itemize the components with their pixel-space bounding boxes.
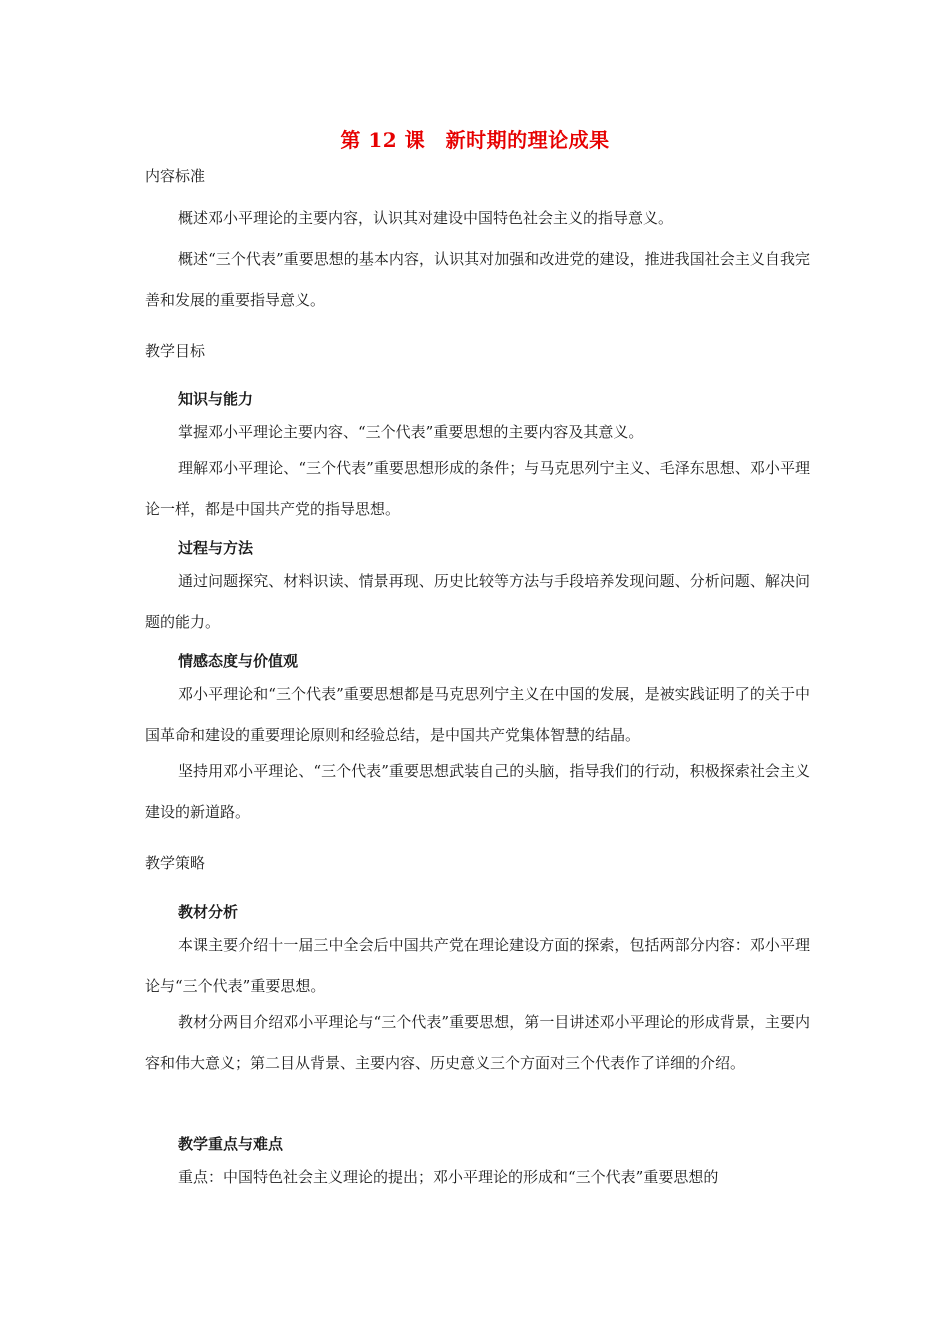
subheading-emotion-values: 情感态度与价值观 bbox=[178, 652, 299, 670]
subheading-key-difficult-points: 教学重点与难点 bbox=[178, 1135, 284, 1153]
knowledge-paragraph-1: 掌握邓小平理论主要内容、“三个代表”重要思想的主要内容及其意义。 bbox=[178, 423, 644, 441]
emotion-paragraph-1: 邓小平理论和“三个代表”重要思想都是马克思列宁主义在中国的发展，是被实践证明了的关于中国革命和建设的重要理论原则和经验总结，是中国共产党集体智慧的结晶。 bbox=[145, 685, 810, 744]
process-paragraph-1: 通过问题探究、材料识读、情景再现、历史比较等方法与手段培养发现问题、分析问题、解决问题的能力。 bbox=[145, 572, 810, 631]
section-heading-teaching-goals: 教学目标 bbox=[145, 342, 206, 360]
knowledge-paragraph-2: 理解邓小平理论、“三个代表”重要思想形成的条件；与马克思列宁主义、毛泽东思想、邓小平理论一样，都是中国共产党的指导思想。 bbox=[145, 459, 810, 518]
emotion-paragraph-2: 坚持用邓小平理论、“三个代表”重要思想武装自己的头脑，指导我们的行动，积极探索社会主义建设的新道路。 bbox=[145, 762, 810, 821]
key-points-paragraph-1: 重点：中国特色社会主义理论的提出；邓小平理论的形成和“三个代表”重要思想的 bbox=[178, 1168, 719, 1186]
subheading-process-method: 过程与方法 bbox=[178, 539, 254, 557]
section-heading-teaching-strategy: 教学策略 bbox=[145, 854, 206, 872]
content-standard-paragraph-1: 概述邓小平理论的主要内容，认识其对建设中国特色社会主义的指导意义。 bbox=[178, 209, 674, 227]
content-standard-paragraph-2: 概述“三个代表”重要思想的基本内容，认识其对加强和改进党的建设，推进我国社会主义自我完善和发展的重要指导意义。 bbox=[145, 250, 810, 309]
subheading-knowledge-ability: 知识与能力 bbox=[178, 390, 254, 408]
subheading-textbook-analysis: 教材分析 bbox=[178, 903, 239, 921]
section-heading-content-standard: 内容标准 bbox=[145, 167, 206, 185]
lesson-title: 第 12 课 新时期的理论成果 bbox=[340, 128, 610, 152]
analysis-paragraph-1: 本课主要介绍十一届三中全会后中国共产党在理论建设方面的探索，包括两部分内容：邓小平理论与“三个代表”重要思想。 bbox=[145, 936, 810, 995]
analysis-paragraph-2: 教材分两目介绍邓小平理论与“三个代表”重要思想，第一目讲述邓小平理论的形成背景，主要内容和伟大意义；第二目从背景、主要内容、历史意义三个方面对三个代表作了详细的介绍。 bbox=[145, 1013, 810, 1072]
